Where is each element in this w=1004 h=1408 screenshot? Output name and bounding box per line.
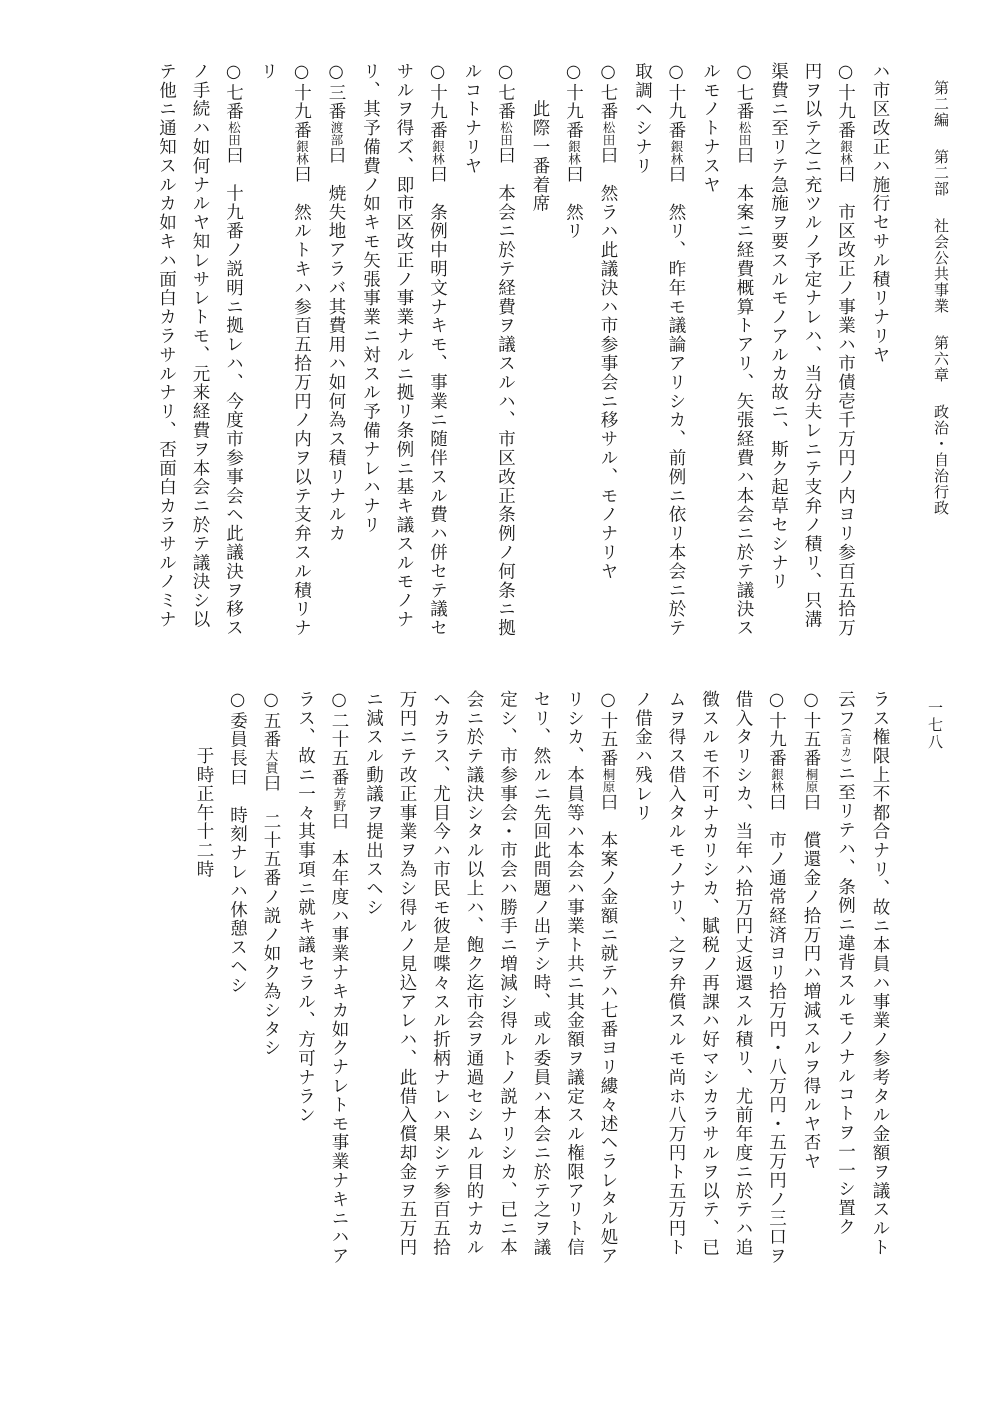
text-line <box>828 62 863 662</box>
line-text: 借入タリシカ、当年ハ拾万円丈返還スル積リ、尤前年度ニ於テハ追 <box>733 690 753 1257</box>
line-text: リ <box>258 62 278 81</box>
text-line <box>727 62 762 662</box>
text-line <box>254 690 289 1330</box>
text-line <box>625 62 659 662</box>
line-text: 渠費ニ至リテ急施ヲ要スルモノアルカ故ニ、斯ク起草セシナリ <box>768 62 789 592</box>
speaker-name: 銀林 <box>430 140 446 166</box>
line-text: 徴スルモ不可ナカリシカ、賦税ノ再課ハ好マシカラサルヲ以テ、已 <box>699 690 720 1257</box>
speaker-name: 銀林 <box>294 140 310 166</box>
line-text: ○十九番 <box>291 62 312 141</box>
line-text: セリ、然ルニ先回此問題ノ出テシ時、或ル委員ハ本会ニ於テ之ヲ議 <box>531 690 551 1257</box>
line-text: ラス権限上不都合ナリ、故ニ本員ハ事業ノ参考タル金額ヲ議スルト <box>870 690 890 1257</box>
line-text: 此際一番着席 <box>530 62 550 214</box>
text-line <box>863 690 897 1330</box>
text-line <box>319 62 354 662</box>
line-text: ルモノトナスヤ <box>700 62 721 195</box>
line-text: 曰 二十五番ノ説ノ如ク為シタシ <box>261 774 281 1058</box>
line-text: 曰 本案ノ金額ニ就テハ七番ヨリ縷々述ヘラレタル処ア <box>598 793 618 1266</box>
line-text: 曰 焼失地アラバ其費用ハ如何為ス積リナルカ <box>326 146 346 544</box>
text-line <box>625 690 659 1330</box>
speaker-name: 松田 <box>601 121 616 147</box>
line-text: ○十九番 <box>427 62 448 141</box>
text-line <box>187 690 221 1330</box>
speaker-name: 桐原 <box>601 768 616 794</box>
line-text: ○委員長曰 時刻ナレハ休憩スヘシ <box>227 690 248 995</box>
text-line <box>794 690 829 1330</box>
text-line <box>216 62 251 662</box>
text-line <box>387 62 421 662</box>
line-text: リ、其予備費ノ如キモ矢張事業ニ対スル予備ナレハナリ <box>360 62 381 535</box>
text-line <box>726 690 760 1330</box>
upper-text-block <box>149 62 896 662</box>
line-text: 曰 条例中明文ナキモ、事業ニ随伴スル費ハ併セテ議セ <box>427 165 448 638</box>
text-line <box>828 690 863 1330</box>
text-line <box>288 690 322 1330</box>
line-text: 曰 市ノ通常経済ヨリ拾万円・八万円・五万円ノ三口ヲ <box>766 793 787 1266</box>
text-line <box>423 690 457 1330</box>
speaker-name: 大貫 <box>264 749 279 775</box>
line-text: ノ借金ハ残レリ <box>632 690 653 823</box>
speaker-name: 桐原 <box>804 768 819 794</box>
running-header <box>931 80 952 516</box>
page-number: 一七八 <box>926 700 944 751</box>
line-text: 于時正午十二時 <box>194 690 214 879</box>
line-text: ○十九番 <box>766 690 787 769</box>
line-text: ヘカラス、尤目今ハ市民モ彼是喋々スル折柄ナレハ果シテ参百五拾 <box>430 690 451 1257</box>
text-line <box>356 690 390 1330</box>
text-line <box>557 690 591 1330</box>
text-line <box>490 690 524 1330</box>
line-text: ○七番 <box>598 62 618 122</box>
text-line <box>420 62 455 662</box>
speaker-name: 渡部 <box>329 121 344 147</box>
line-text: 曰 十九番ノ説明ニ拠レハ、今度市参事会ヘ此議決ヲ移ス <box>223 146 244 638</box>
line-text: 曰 然リ、昨年モ議論アリシカ、前例ニ依リ本会ニ於テ <box>666 165 686 638</box>
line-text: 曰 本案ニ経費概算トアリ、矢張経費ハ本会ニ於テ議決ス <box>734 146 754 638</box>
text-line <box>863 62 897 662</box>
line-text: 定シ、市参事会・市会ハ勝手ニ増減シ得ルトノ説ナリシカ、已ニ本 <box>497 690 518 1257</box>
speaker-name: 芳野 <box>332 787 347 812</box>
speaker-name: 銀林 <box>769 768 785 794</box>
text-line <box>390 690 424 1330</box>
line-text: ○二十五番 <box>329 690 349 787</box>
line-text: 会ニ於テ議決シタル以上ハ、飽ク迄市会ヲ通過セシムル目的ナカル <box>464 690 484 1257</box>
line-text: ○三番 <box>326 62 346 122</box>
line-text: ○十九番 <box>835 62 856 141</box>
text-line <box>659 690 693 1330</box>
text-line <box>591 62 626 662</box>
line-text: ムヲ得ス借入タルモノナリ、之ヲ弁償スルモ尚ホ八万円ト五万円ト <box>666 690 686 1257</box>
text-line <box>795 62 829 662</box>
speaker-name: 松田 <box>498 121 514 147</box>
line-text: ○十九番 <box>563 62 584 141</box>
editorial-note: (言カ) <box>839 727 853 764</box>
speaker-name: 銀林 <box>838 140 854 166</box>
line-text: ニ減スル動議ヲ提出スヘシ <box>363 690 384 917</box>
line-text: ラス、故ニ一々其事項ニ就キ議セラル、方可ナラン <box>295 690 316 1125</box>
text-line <box>251 62 285 662</box>
line-text: ○七番 <box>495 62 516 122</box>
line-text: 云フ <box>835 690 856 728</box>
text-line <box>457 690 491 1330</box>
speaker-name: 松田 <box>737 121 752 147</box>
line-text: ○十五番 <box>801 690 821 769</box>
text-line <box>488 62 523 662</box>
header-chapter-title: 政治・自治行政 <box>932 404 950 516</box>
lower-text-block <box>187 690 897 1330</box>
speaker-name: 銀林 <box>566 140 582 166</box>
header-part-title: 社会公共事業 <box>932 218 950 314</box>
text-line <box>524 690 558 1330</box>
text-line <box>322 690 357 1330</box>
line-text: サルヲ得ズ、即市区改正ノ事業ナルニ拠リ条例ニ基キ議スルモノナ <box>394 62 414 629</box>
line-text: 曰 然リ <box>563 165 584 241</box>
text-line <box>183 62 217 662</box>
line-text: 円ヲ以テ之ニ充ツルノ予定ナレハ、当分夫レニテ支弁ノ積リ、只溝 <box>802 62 822 629</box>
line-text: ○七番 <box>734 62 754 122</box>
line-text: 曰 償還金ノ拾万円ハ増減スルヲ得ルヤ否ヤ <box>801 793 821 1172</box>
speaker-name: 松田 <box>226 121 242 147</box>
line-text: ○十五番 <box>598 690 618 769</box>
text-line <box>759 690 794 1330</box>
text-line <box>591 690 626 1330</box>
line-text: 万円ニテ改正事業ヲ為シ得ルノ見込アレハ、此借入償却金ヲ五万円 <box>397 690 417 1257</box>
text-line <box>353 62 387 662</box>
line-text: 取調ヘシナリ <box>632 62 653 176</box>
text-line <box>149 62 183 662</box>
text-line <box>761 62 795 662</box>
text-line <box>523 62 557 662</box>
line-text: ノ手続ハ如何ナルヤ知レサレトモ、元来経費ヲ本会ニ於テ議決シ以 <box>190 62 210 629</box>
line-text: ○十九番 <box>666 62 686 141</box>
text-line <box>692 690 726 1330</box>
line-text: ○七番 <box>223 62 244 122</box>
line-text: 曰 本会ニ於テ経費ヲ議スルハ、市区改正条例ノ何条ニ拠 <box>495 146 516 638</box>
speaker-name: 銀林 <box>669 140 684 166</box>
header-part: 第二部 <box>932 149 950 197</box>
text-line <box>693 62 727 662</box>
line-text: リシカ、本員等ハ本会ハ事業ト共ニ其金額ヲ議定スル権限アリト信 <box>564 690 585 1257</box>
line-text: 曰 然ラハ此議決ハ市参事会ニ移サル、モノナリヤ <box>598 146 618 581</box>
header-chapter: 第六章 <box>932 335 950 383</box>
line-text: ルコトナリヤ <box>462 62 482 176</box>
line-text: ○五番 <box>261 690 281 750</box>
text-line <box>284 62 319 662</box>
line-text: ハ市区改正ハ施行セサル積リナリヤ <box>870 62 890 365</box>
header-volume: 第二編 <box>932 80 950 128</box>
line-text: 曰 然ルトキハ参百五拾万円ノ内ヲ以テ支弁スル積リナ <box>291 165 312 638</box>
text-line <box>455 62 489 662</box>
line-text: ニ至リテハ、条例ニ違背スルモノナルコトヲ一一シ置ク <box>835 764 856 1237</box>
line-text: 曰 市区改正ノ事業ハ市債壱千万円ノ内ヨリ参百五拾万 <box>835 165 856 638</box>
line-text: 曰 本年度ハ事業ナキカ如クナレトモ事業ナキニハア <box>329 812 349 1266</box>
text-line <box>220 690 254 1330</box>
text-line <box>556 62 591 662</box>
text-line <box>659 62 694 662</box>
line-text: テ他ニ通知スルカ如キハ面白カラサルナリ、否面白カラサルノミナ <box>156 62 177 629</box>
